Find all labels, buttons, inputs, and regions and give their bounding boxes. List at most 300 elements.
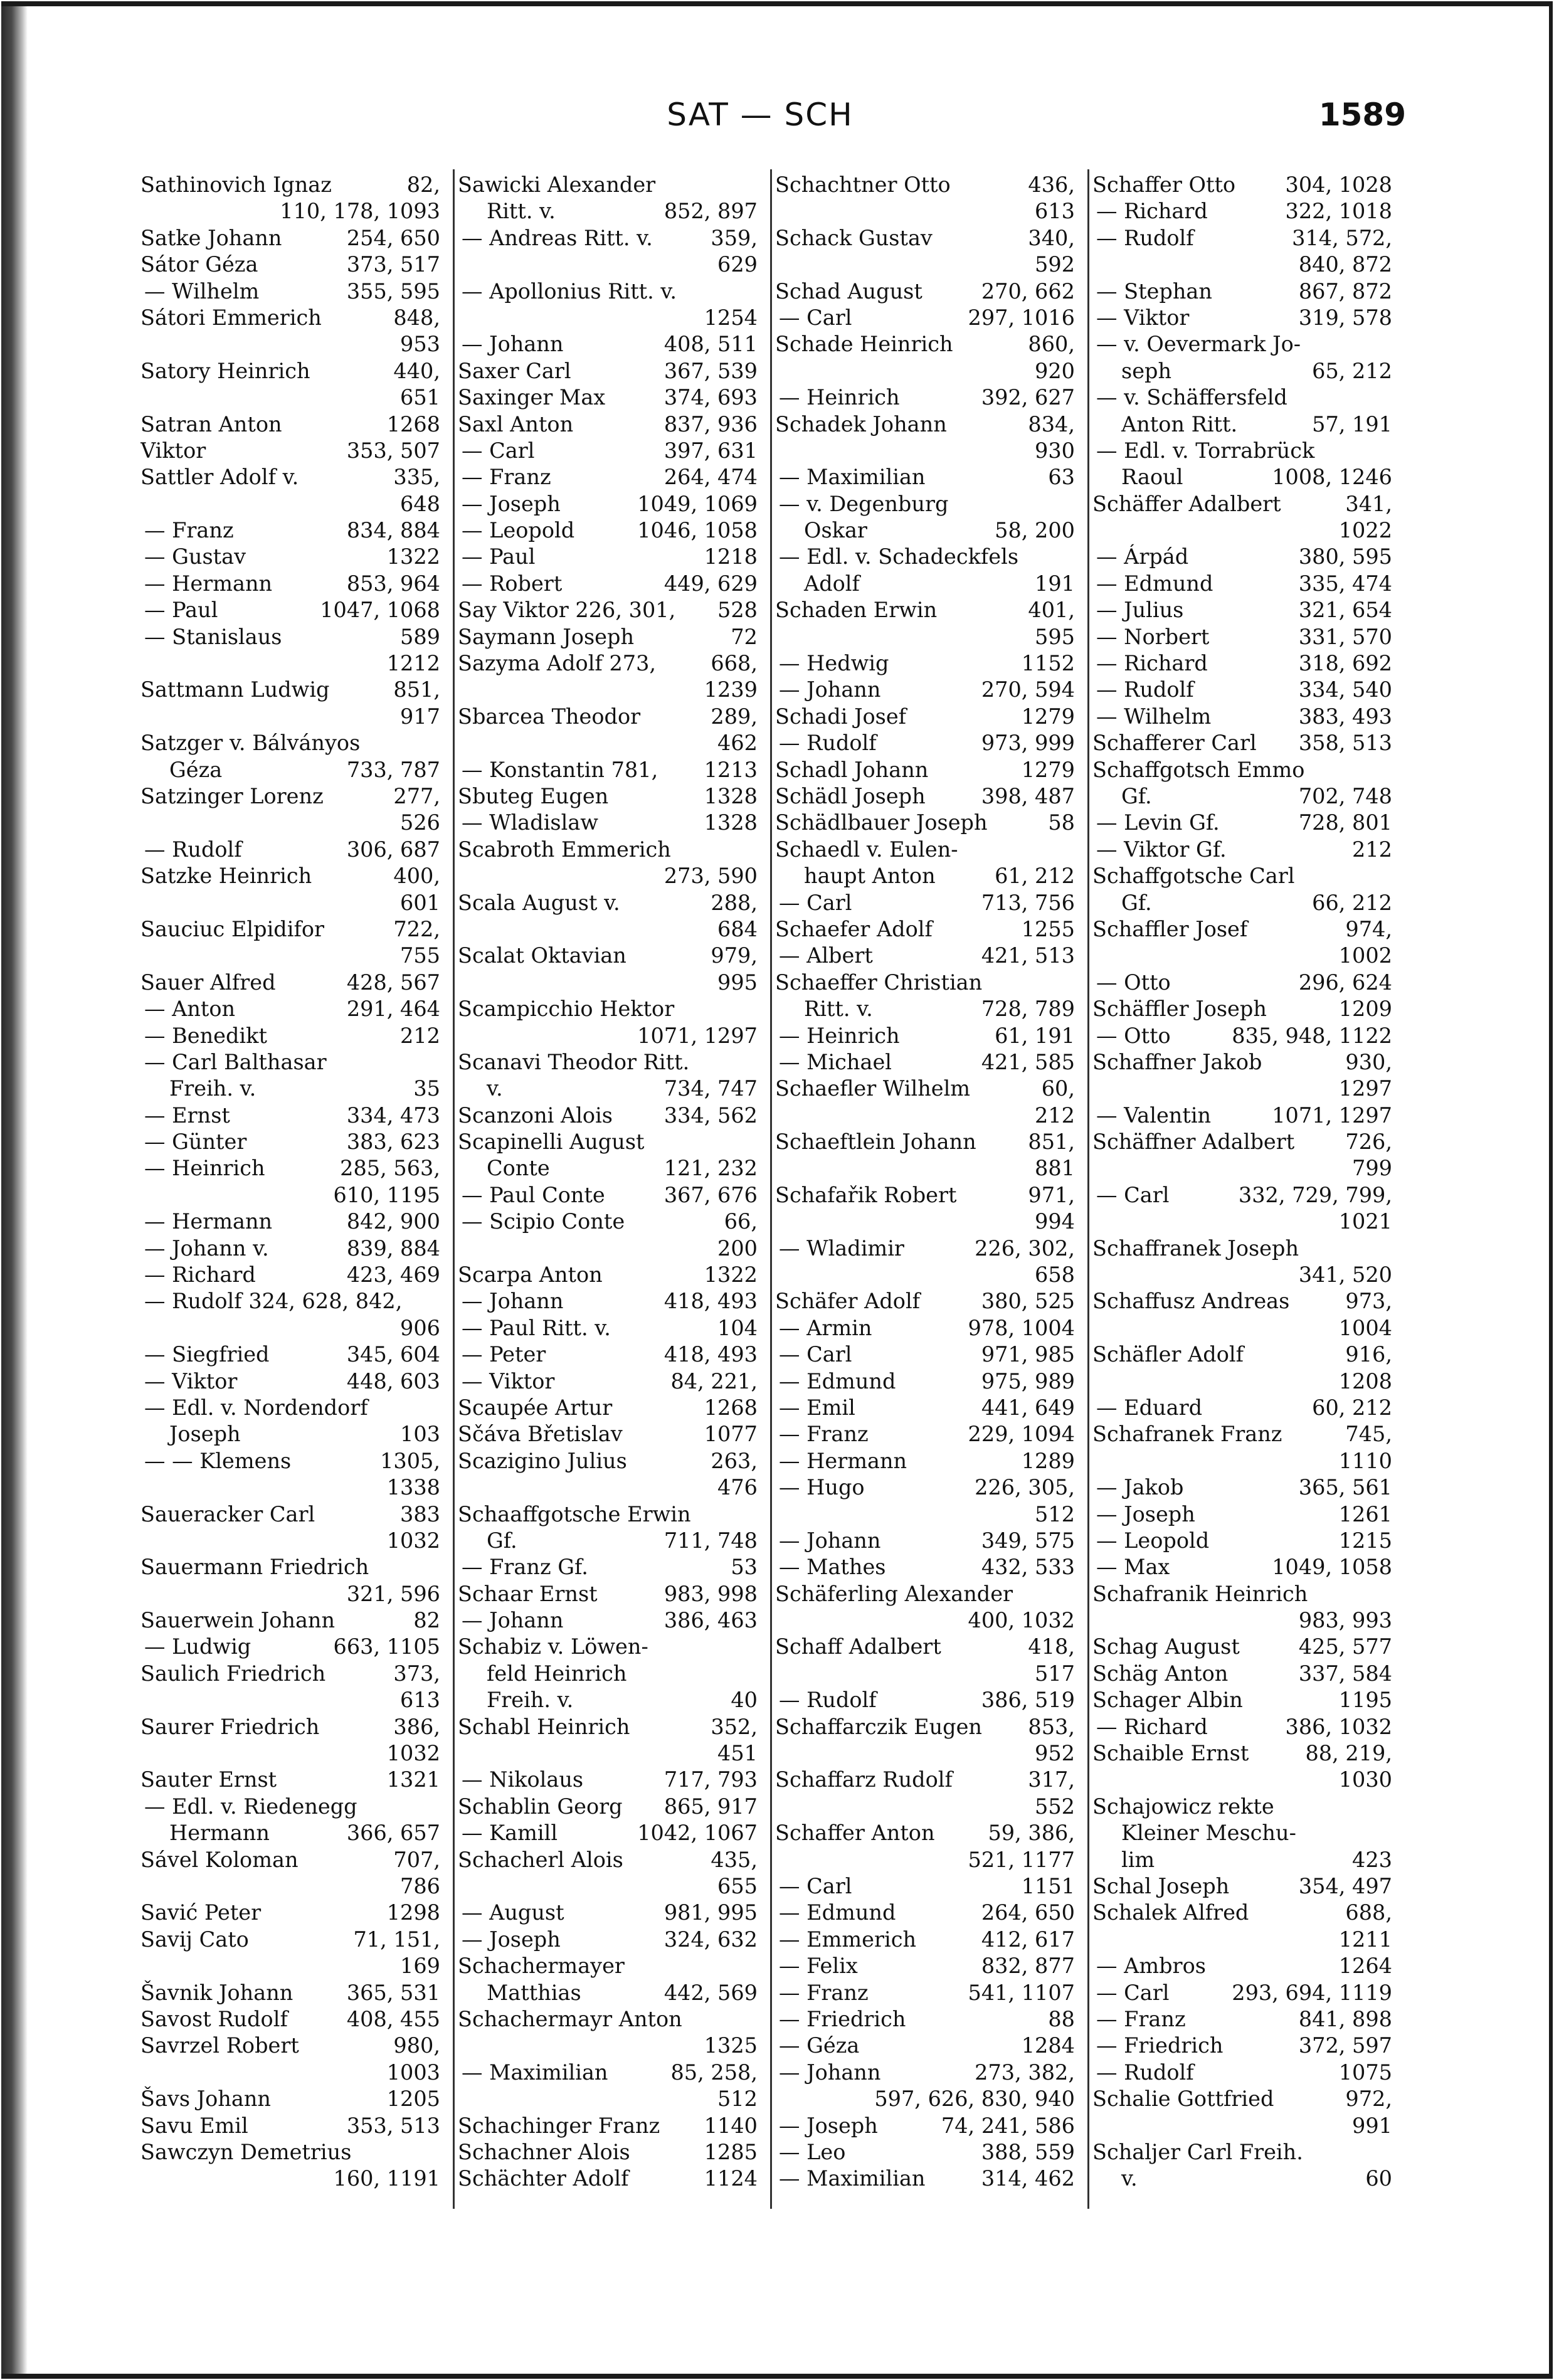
entry-page-refs: 1049, 1058 [1272,1555,1392,1580]
entry-page-refs: 291, 464 [346,997,440,1022]
entry-page-refs: 1305, [380,1448,440,1473]
entry-page-refs: 702, 748 [1298,783,1392,808]
entry-name: Saymann Joseph [458,624,635,649]
index-entry [140,1049,440,1076]
entry-page-refs: 1042, 1067 [637,1821,758,1846]
entry-page-refs: 1071, 1297 [1272,1103,1392,1128]
entry-page-refs: 58, 200 [995,518,1075,543]
entry-page-refs: 270, 594 [981,677,1075,702]
index-entry [140,2033,440,2059]
index-entry [458,1182,758,1209]
index-entry [140,1714,440,1740]
entry-name: — Rudolf [1096,2060,1194,2085]
entry-name: Scala August v. [458,890,620,915]
entry-name: Conte [487,1156,550,1181]
index-entry [775,783,1075,810]
entry-page-refs: 1255 [1021,916,1075,941]
entry-page-refs: 110, 178, 1093 [280,199,440,224]
entry-name: — Johann [779,677,881,702]
entry-page-refs: 229, 1094 [968,1422,1075,1447]
index-entry [140,1581,440,1607]
index-entry [140,1129,440,1155]
index-entry [140,2166,440,2192]
index-entry [775,970,1075,996]
index-entry [1092,1023,1392,1049]
entry-name: Raoul [1121,465,1183,490]
entry-page-refs: 264, 650 [981,1900,1075,1925]
entry-page-refs: 853, [1028,1714,1075,1739]
entry-page-refs: 881 [1035,1156,1075,1181]
entry-name: Schaffler Josef [1092,916,1248,941]
entry-name: — Julius [1096,598,1184,623]
index-entry [775,198,1075,225]
entry-name: — Franz [779,1980,869,2005]
index-entry [140,650,440,677]
index-entry [1092,1474,1392,1501]
entry-page-refs: 74, 241, 586 [941,2113,1075,2138]
index-entry [1092,251,1392,278]
entry-name: Freih. v. [169,1076,256,1101]
entry-page-refs: 365, 561 [1298,1475,1392,1500]
entry-page-refs: 832, 877 [981,1954,1075,1979]
index-entry [1092,1740,1392,1767]
entry-name: Sável Koloman [140,1847,299,1872]
entry-name: — Maximilian [462,2060,608,2085]
entry-page-refs: 651 [400,385,440,410]
entry-name: — Johann [779,1528,881,1553]
entry-name: — v. Oevermark Jo- [1096,332,1301,357]
index-entry [775,2060,1075,2086]
entry-page-refs: 353, 507 [346,438,440,463]
index-entry [775,1607,1075,1634]
entry-name: Scapinelli August [458,1129,645,1155]
entry-name: — Richard [1096,1714,1208,1739]
entry-page-refs: 733, 787 [346,757,440,782]
entry-name: Schadek Johann [775,411,947,436]
entry-page-refs: 82, [406,172,440,197]
entry-page-refs: 321, 596 [346,1581,440,1606]
entry-page-refs: 1298 [386,1900,440,1925]
entry-page-refs: 1032 [386,1528,440,1553]
entry-name: — — Klemens [144,1448,292,1473]
entry-page-refs: 212 [400,1023,440,1048]
index-entry [140,384,440,411]
entry-page-refs: 386, 1032 [1285,1714,1392,1739]
entry-page-refs: 337, 584 [1298,1661,1392,1686]
entry-name: — Andreas Ritt. v. [462,225,653,250]
entry-page-refs: 1021 [1338,1209,1392,1234]
entry-page-refs: 1049, 1069 [637,491,758,516]
index-entry [775,1129,1075,1155]
entry-name: Joseph [169,1422,241,1447]
entry-name: — Viktor [462,1368,555,1394]
index-entry [140,2060,440,2086]
index-entry [1092,916,1392,943]
entry-page-refs: 397, 631 [663,438,758,463]
entry-page-refs: 85, 258, [670,2060,758,2085]
entry-name: Šavs Johann [140,2086,271,2112]
index-entry [775,1980,1075,2006]
entry-page-refs: 786 [400,1874,440,1898]
entry-page-refs: 462 [717,731,758,756]
entry-name: — Wladislaw [462,810,598,835]
entry-page-refs: 388, 559 [981,2139,1075,2164]
index-entry [775,438,1075,464]
entry-name: — Carl [779,305,852,330]
index-entry [775,996,1075,1022]
index-entry [140,677,440,703]
index-entry [1092,863,1392,889]
index-entry [1092,1687,1392,1713]
entry-page-refs: 851, [393,677,440,702]
index-entry [458,172,758,198]
entry-name: — Carl [462,438,535,463]
entry-name: Savij Cato [140,1927,249,1952]
entry-name: — Ludwig [144,1634,251,1659]
index-entry [1092,1634,1392,1660]
index-entry [775,1155,1075,1182]
index-entry [140,970,440,996]
index-entry [458,1740,758,1767]
entry-name: Savrzel Robert [140,2033,299,2058]
index-entry [458,1607,758,1634]
index-entry [1092,198,1392,225]
index-entry [140,1740,440,1767]
entry-name: — v. Schäffersfeld [1096,385,1287,410]
index-entry [140,1554,440,1580]
entry-name: Schaffranek Joseph [1092,1235,1299,1261]
entry-page-refs: 423, 469 [346,1262,440,1288]
entry-page-refs: 374, 693 [663,385,758,410]
entry-page-refs: 441, 649 [981,1395,1075,1420]
entry-page-refs: 1124 [704,2166,758,2191]
index-entry [140,411,440,438]
index-entry [1092,1900,1392,1926]
entry-name: Freih. v. [487,1688,574,1713]
index-entry [458,358,758,384]
index-entry [140,2139,440,2166]
entry-page-refs: 1002 [1338,943,1392,968]
entry-name: Sauerwein Johann [140,1608,336,1633]
index-entry [1092,1049,1392,1076]
entry-page-refs: 71, 151, [353,1927,440,1952]
index-entry [458,1581,758,1607]
entry-page-refs: 920 [1035,358,1075,383]
scan-border-top [1,1,1553,6]
entry-name: — Hermann [144,1209,273,1234]
entry-name: — Robert [462,571,563,596]
entry-name: Schaeftlein Johann [775,1129,976,1155]
entry-page-refs: 1152 [1021,651,1075,676]
index-entry [140,1421,440,1447]
entry-page-refs: 1322 [386,544,440,569]
index-entry [1092,2060,1392,2086]
entry-page-refs: 1328 [704,783,758,808]
index-entry [775,863,1075,889]
index-entry [458,491,758,517]
index-entry [1092,1607,1392,1634]
entry-page-refs: 297, 1016 [968,305,1075,330]
index-entry [1092,1395,1392,1421]
entry-name: — Johann [779,2060,881,2085]
index-entry [1092,650,1392,677]
entry-name: — Heinrich [779,385,900,410]
entry-page-refs: 658 [1035,1262,1075,1288]
index-entry [140,757,440,783]
entry-name: Hermann [169,1821,270,1846]
entry-page-refs: 349, 575 [981,1528,1075,1553]
entry-name: — Edmund [1096,571,1213,596]
entry-page-refs: 421, 585 [981,1049,1075,1074]
book-spine-shadow [1,1,28,2379]
entry-page-refs: 655 [717,1874,758,1898]
entry-page-refs: 358, 513 [1298,731,1392,756]
index-entry [1092,1980,1392,2006]
entry-page-refs: 973, [1345,1289,1392,1314]
entry-page-refs: 372, 597 [1298,2033,1392,2058]
entry-name: Schachtner Otto [775,172,951,197]
entry-name: — Rudolf [1096,677,1194,702]
index-entry [458,384,758,411]
entry-name: Schaffgotsche Carl [1092,864,1295,889]
entry-page-refs: 1075 [1338,2060,1392,2085]
entry-name: Oskar [804,518,867,543]
entry-name: — Rudolf [779,1688,877,1713]
index-entry [775,1528,1075,1554]
index-entry [1092,943,1392,969]
entry-name: — Scipio Conte [462,1209,625,1234]
entry-page-refs: 104 [717,1315,758,1340]
entry-name: — Géza [779,2033,860,2058]
index-entry [458,783,758,810]
entry-page-refs: 541, 1107 [968,1980,1075,2005]
index-entry [140,704,440,730]
entry-page-refs: 289, [711,704,758,729]
index-entry [140,890,440,916]
entry-page-refs: 121, 232 [663,1156,758,1181]
index-entry [775,1023,1075,1049]
entry-name: Gf. [1121,783,1152,808]
entry-page-refs: 322, 1018 [1285,199,1392,224]
entry-page-refs: 717, 793 [663,1767,758,1792]
entry-name: Scabroth Emmerich [458,837,671,862]
entry-page-refs: 383, 493 [1298,704,1392,729]
index-entry [1092,1209,1392,1235]
entry-name: — Michael [779,1049,892,1074]
entry-name: Schaffarz Rudolf [775,1767,953,1792]
entry-page-refs: 288, [711,890,758,915]
entry-page-refs: 1071, 1297 [637,1023,758,1048]
entry-page-refs: 713, 756 [981,890,1075,915]
index-entry [140,517,440,544]
index-entry [1092,411,1392,438]
entry-name: — Hugo [779,1475,865,1500]
index-entry [775,544,1075,570]
entry-name: — Franz [144,518,234,543]
index-entry [1092,1953,1392,1979]
index-column-1 [140,172,440,2192]
entry-name: — Albert [779,943,873,968]
entry-page-refs: 418, 493 [663,1289,758,1314]
index-entry [775,1474,1075,1501]
entry-name: Satzinger Lorenz [140,783,324,808]
entry-page-refs: 60, [1041,1076,1075,1101]
entry-page-refs: 1215 [1338,1528,1392,1553]
entry-page-refs: 408, 455 [346,2006,440,2031]
index-entry [775,2139,1075,2166]
entry-page-refs: 512 [717,2086,758,2112]
index-entry [1092,491,1392,517]
entry-page-refs: 973, 999 [981,731,1075,756]
entry-name: Schacherl Alois [458,1847,623,1872]
entry-name: — Kamill [462,1821,558,1846]
entry-name: — Rudolf [779,731,877,756]
entry-name: Saulich Friedrich [140,1661,326,1686]
entry-page-refs: 365, 531 [346,1980,440,2005]
index-entry [1092,1288,1392,1314]
index-entry [458,1049,758,1076]
entry-page-refs: 840, 872 [1298,252,1392,277]
index-entry [1092,1341,1392,1368]
entry-page-refs: 354, 497 [1298,1874,1392,1898]
entry-name: Satke Johann [140,225,282,250]
entry-name: Schalek Alfred [1092,1900,1249,1925]
entry-name: — Johann [462,1608,564,1633]
index-entry [1092,305,1392,331]
entry-name: Schaar Ernst [458,1581,598,1606]
entry-name: feld Heinrich [487,1661,627,1686]
index-entry [775,1740,1075,1767]
index-entry [775,1661,1075,1687]
entry-page-refs: 418, 493 [663,1342,758,1367]
entry-page-refs: 442, 569 [663,1980,758,2005]
entry-page-refs: 418, [1028,1634,1075,1659]
entry-page-refs: 589 [400,624,440,649]
entry-name: — Maximilian [779,465,926,490]
index-entry [140,571,440,597]
entry-name: Sawczyn Demetrius [140,2139,352,2164]
index-entry [458,597,758,623]
index-entry [775,278,1075,305]
index-entry [140,1076,440,1102]
entry-page-refs: 974, [1345,916,1392,941]
entry-page-refs: 597, 626, 830, 940 [874,2086,1075,2112]
index-entry [140,491,440,517]
column-rule [1087,169,1089,2209]
index-entry [140,1368,440,1395]
index-entry [458,305,758,331]
entry-name: Saueracker Carl [140,1501,315,1526]
index-entry [1092,571,1392,597]
entry-page-refs: 595 [1035,624,1075,649]
index-entry [775,1847,1075,1873]
index-entry [1092,1873,1392,1900]
entry-page-refs: 400, [393,864,440,889]
entry-page-refs: 318, 692 [1298,651,1392,676]
entry-name: Šavnik Johann [140,1980,293,2005]
index-entry [1092,517,1392,544]
entry-name: Scampicchio Hektor [458,997,675,1022]
index-entry [775,1288,1075,1314]
entry-name: — Árpád [1096,544,1189,569]
entry-page-refs: 1151 [1021,1874,1075,1898]
entry-page-refs: 314, 462 [981,2166,1075,2191]
entry-name: Savu Emil [140,2113,248,2138]
entry-page-refs: 84, 221, [670,1368,758,1394]
index-entry [775,757,1075,783]
index-entry [775,2033,1075,2059]
entry-page-refs: 1077 [704,1422,758,1447]
entry-name: Schag August [1092,1634,1240,1659]
entry-name: Schaffusz Andreas [1092,1289,1290,1314]
entry-page-refs: 428, 567 [346,970,440,995]
index-entry [775,1927,1075,1953]
index-entry [458,1847,758,1873]
index-entry [458,225,758,251]
index-entry [458,1235,758,1262]
entry-name: — Hermann [144,571,273,596]
entry-page-refs: 953 [400,332,440,357]
entry-name: Schaffer Otto [1092,172,1236,197]
entry-name: — Otto [1096,970,1171,995]
index-entry [140,1528,440,1554]
entry-name: — Paul [144,598,218,623]
entry-name: Schager Albin [1092,1688,1243,1713]
entry-page-refs: 906 [400,1315,440,1340]
entry-name: Schäffer Adalbert [1092,491,1281,516]
entry-name: — Joseph [779,2113,878,2138]
index-entry [1092,358,1392,384]
index-entry [140,2086,440,2112]
entry-name: — Emmerich [779,1927,917,1952]
entry-page-refs: 1285 [704,2139,758,2164]
index-entry [1092,464,1392,490]
entry-name: Scaupée Artur [458,1395,613,1420]
entry-name: Gf. [487,1528,517,1553]
index-entry [1092,1501,1392,1528]
index-entry [775,1714,1075,1740]
entry-page-refs: 972, [1345,2086,1392,2112]
entry-page-refs: 226, 302, [975,1235,1075,1261]
entry-name: Schäfler Adolf [1092,1342,1244,1367]
index-entry [140,1103,440,1129]
entry-page-refs: 412, 617 [981,1927,1075,1952]
entry-page-refs: 839, 884 [346,1235,440,1261]
entry-page-refs: 1297 [1338,1076,1392,1101]
entry-name: Schaefler Wilhelm [775,1076,971,1101]
entry-page-refs: 1289 [1021,1448,1075,1473]
index-entry [775,1315,1075,1341]
index-entry [458,1714,758,1740]
page-number: 1589 [1318,97,1406,133]
entry-page-refs: 331, 570 [1298,624,1392,649]
entry-page-refs: 432, 533 [981,1555,1075,1580]
entry-name: Sauter Ernst [140,1767,277,1792]
entry-page-refs: 72 [731,624,758,649]
entry-page-refs: 851, [1028,1129,1075,1155]
index-entry [458,1634,758,1660]
index-entry [1092,1129,1392,1155]
entry-name: — Stanislaus [144,624,282,649]
index-entry [1092,1421,1392,1447]
entry-page-refs: 341, [1345,491,1392,516]
index-entry [775,1581,1075,1607]
entry-name: — Paul Conte [462,1182,605,1207]
index-entry [1092,810,1392,836]
entry-page-refs: 971, [1028,1182,1075,1207]
entry-page-refs: 63 [1048,465,1075,490]
entry-page-refs: 707, [393,1847,440,1872]
